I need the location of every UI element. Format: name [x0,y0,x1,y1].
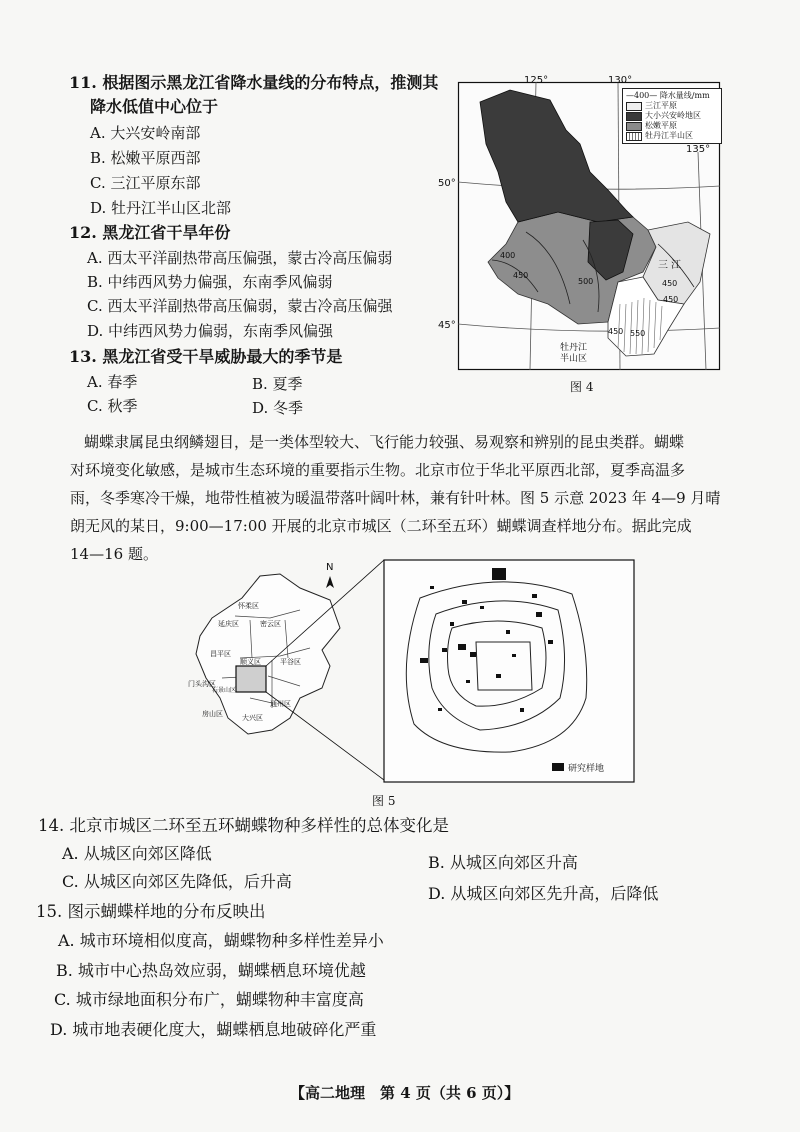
legend-swatch-khingan [626,112,642,121]
q12-option-d: D. 中纬西风势力偏弱，东南季风偏强 [87,322,334,340]
sample-site [492,568,506,580]
passage-line-4: 朗无风的某日，9:00—17:00 开展的北京市城区（二环至五环）蝴蝶调查样地分布。据此完成 [70,517,692,535]
q14-option-a: A. 从城区向郊区降低 [62,844,212,863]
sample-site [420,658,428,663]
fig4-legend [622,88,722,144]
sample-site [480,606,484,609]
north-arrow-icon [326,576,334,588]
sample-site [430,586,434,589]
north-label: N [326,562,334,573]
passage-line-1: 蝴蝶隶属昆虫纲鳞翅目，是一类体型较大、飞行能力较强、易观察和辨别的昆虫类群。蝴蝶 [84,433,685,451]
sample-site [470,652,476,657]
passage-line-5: 14—16 题。 [70,545,158,563]
isoline-label-450d: 450 [608,327,624,336]
beijing-map-svg [180,558,640,788]
sample-site [506,630,510,634]
legend-swatch-songnen [626,122,642,131]
figure-4-caption: 图 4 [570,380,594,394]
label-mudanjiang-1: 牡丹江 [560,343,588,353]
legend-swatch-sanjiang [626,102,642,111]
sample-site [458,644,466,650]
legend-isoline: —400— 降水量线/mm [626,91,710,100]
q12-stem: 12. 黑龙江省干旱年份 [69,223,231,242]
isoline-label-500: 500 [578,277,594,286]
q15-option-a: A. 城市环境相似度高，蝴蝶物种多样性差异小 [58,931,384,950]
label-sanjiang: 三 江 [658,260,682,271]
sample-site [532,594,537,598]
sample-site [520,708,524,712]
q14-option-d: D. 从城区向郊区先升高，后降低 [428,884,659,903]
q13-option-c: C. 秋季 [87,397,138,415]
figure-5 [180,558,640,788]
q15-option-c: C. 城市绿地面积分布广，蝴蝶物种丰富度高 [54,990,364,1009]
q12-option-b: B. 中纬西风势力偏强，东南季风偏弱 [87,273,333,291]
sample-site [466,680,470,683]
district-huairou: 怀柔区 [238,602,259,610]
district-shijingshan: 石景山区 [212,687,237,694]
label-mudanjiang-2: 半山区 [560,354,588,364]
legend-sample-site-label: 研究样地 [568,764,605,774]
lat-label-50: 50° [438,178,456,189]
district-pinggu: 平谷区 [280,658,301,666]
q15-stem: 15. 图示蝴蝶样地的分布反映出 [36,902,266,921]
urban-area-box [236,666,266,692]
isoline-label-450a: 450 [513,271,529,280]
q11-stem-line1: 11. 根据图示黑龙江省降水量线的分布特点，推测其 [69,73,439,92]
legend-khingan: 大小兴安岭地区 [626,111,718,121]
legend-sample-site-swatch [552,763,564,771]
lon-label-125: 125° [524,75,549,86]
q13-option-b: B. 夏季 [252,375,303,393]
sample-site [450,622,454,626]
isoline-label-400: 400 [500,251,516,260]
legend-sanjiang: 三江平原 [626,101,718,111]
q14-option-c: C. 从城区向郊区先降低，后升高 [62,872,292,891]
passage-line-3: 雨，冬季寒冷干燥，地带性植被为暖温带落叶阔叶林，兼有针叶林。图 5 示意 2023 年 4—9 月晴 [70,489,721,507]
district-tongzhou: 通州区 [270,700,291,708]
q11-option-a: A. 大兴安岭南部 [90,124,201,142]
lon-label-135: 135° [686,144,711,155]
page-footer: 【高二地理 第 4 页（共 6 页）】 [290,1084,520,1102]
q11-option-c: C. 三江平原东部 [90,174,201,192]
q13-stem: 13. 黑龙江省受干旱威胁最大的季节是 [69,347,343,366]
q11-stem-line2: 降水低值中心位于 [90,97,219,116]
q15-option-d: D. 城市地表硬化度大，蝴蝶栖息地破碎化严重 [50,1020,377,1039]
isoline-label-450c: 450 [663,295,679,304]
q14-stem: 14. 北京市城区二环至五环蝴蝶物种多样性的总体变化是 [38,816,449,835]
sample-site [512,654,516,657]
lat-label-45: 45° [438,320,456,331]
q11-option-b: B. 松嫩平原西部 [90,149,201,167]
q13-option-d: D. 冬季 [252,399,304,417]
inset-frame [384,560,634,782]
district-miyun: 密云区 [260,620,281,628]
q12-option-a: A. 西太平洋副热带高压偏强，蒙古冷高压偏弱 [87,249,393,267]
q12-option-c: C. 西太平洋副热带高压偏弱，蒙古冷高压偏强 [87,297,393,315]
district-fangshan: 房山区 [202,710,223,718]
q14-option-b: B. 从城区向郊区升高 [428,853,578,872]
q11-option-d: D. 牡丹江半山区北部 [90,199,232,217]
q15-option-b: B. 城市中心热岛效应弱，蝴蝶栖息环境优越 [56,961,366,980]
sample-site [496,674,501,678]
sample-site [442,648,447,652]
q13-option-a: A. 春季 [87,373,138,391]
legend-songnen: 松嫩平原 [626,121,718,131]
sample-site [438,708,442,711]
figure-5-caption: 图 5 [372,794,396,808]
sample-site [548,640,553,644]
lon-label-130: 130° [608,75,633,86]
district-mentougou: 门头沟区 [188,680,216,688]
legend-mudanjiang: 牡丹江半山区 [626,131,718,141]
district-changping: 昌平区 [210,650,231,658]
isoline-label-550: 550 [630,329,646,338]
district-shunyi: 顺义区 [240,658,261,666]
sample-site [462,600,467,604]
isoline-label-450b: 450 [662,279,678,288]
figure-4-map [438,72,720,370]
legend-swatch-mudanjiang [626,132,642,141]
passage-line-2: 对环境变化敏感，是城市生态环境的重要指示生物。北京市位于华北平原西北部，夏季高温多 [70,461,686,479]
district-daxing: 大兴区 [242,714,263,722]
sample-site [536,612,542,617]
district-yanqing: 延庆区 [218,620,239,628]
